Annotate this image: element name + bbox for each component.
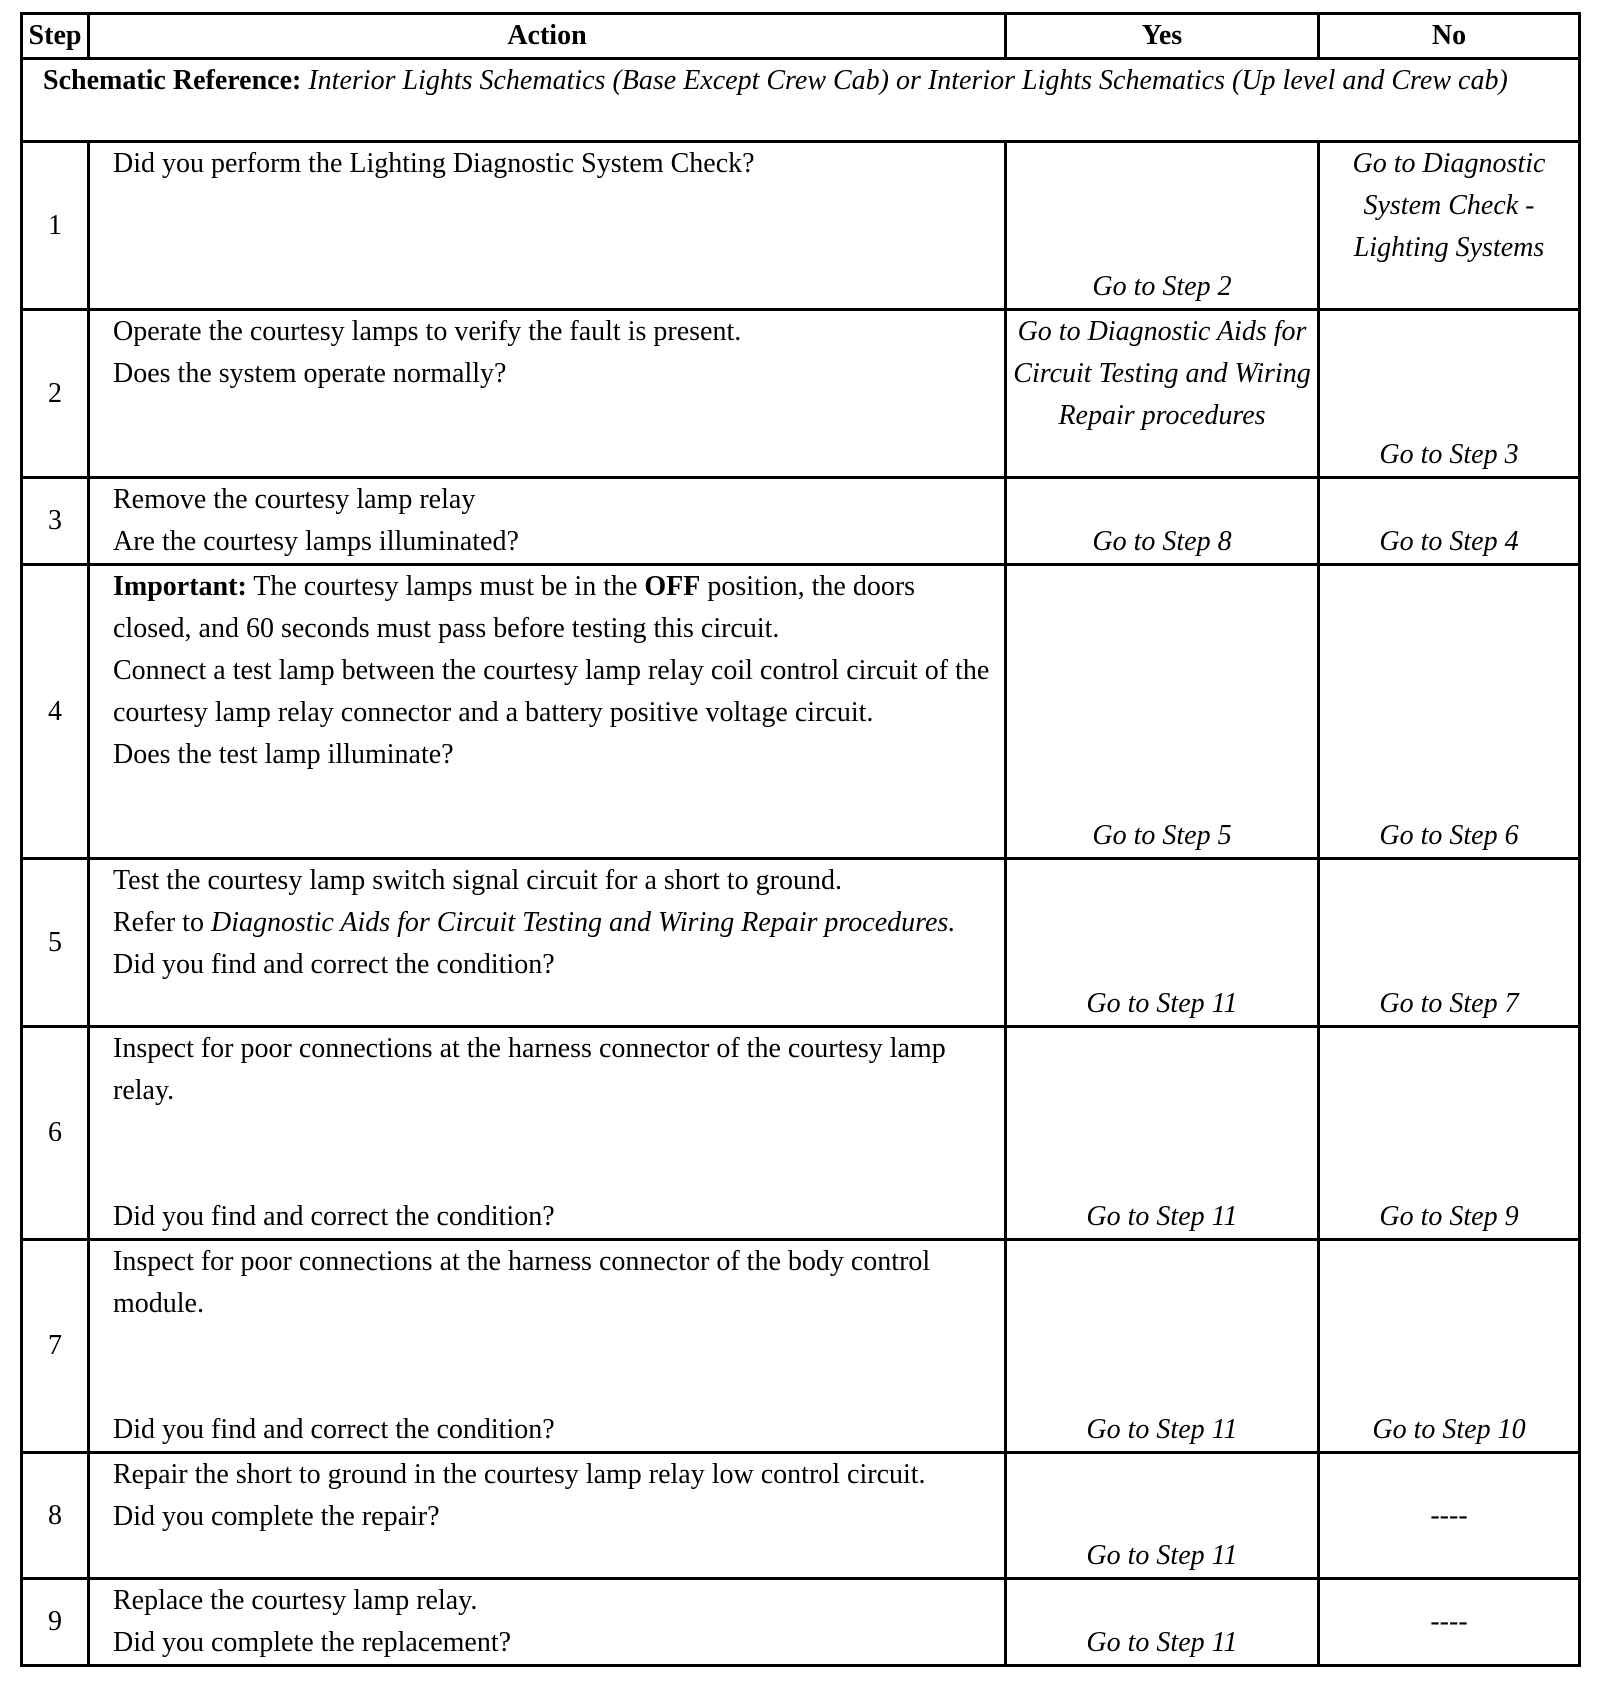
action-line: Operate the courtesy lamps to verify the fault is present. bbox=[113, 316, 742, 347]
action-line: Did you complete the replacement? bbox=[113, 1627, 512, 1658]
action-line: Did you perform the Lighting Diagnostic System Check? bbox=[113, 148, 755, 179]
action-cell bbox=[89, 859, 1006, 1027]
table-row bbox=[22, 478, 1580, 565]
action-line: Are the courtesy lamps illuminated? bbox=[113, 526, 519, 557]
action-spacer bbox=[113, 1325, 998, 1409]
important-text-b: position, the doors closed, and 60 seconds must pass before testing this circuit. bbox=[113, 571, 916, 644]
action-line: Does the system operate normally? bbox=[113, 358, 507, 389]
step-number: 7 bbox=[22, 1240, 89, 1453]
yes-cell: Go to Step 11 bbox=[1006, 1453, 1319, 1579]
yes-cell: Go to Step 2 bbox=[1006, 142, 1319, 310]
action-line: Connect a test lamp between the courtesy lamp relay coil control circuit of the courtesy lamp relay connector and a battery positive voltage circuit. bbox=[113, 655, 990, 728]
important-note bbox=[113, 566, 998, 650]
table-row bbox=[22, 142, 1580, 310]
header-action: Action bbox=[89, 14, 1006, 59]
no-cell: Go to Step 4 bbox=[1319, 478, 1580, 565]
header-step: Step bbox=[22, 14, 89, 59]
table-row bbox=[22, 1027, 1580, 1240]
step-number: 5 bbox=[22, 859, 89, 1027]
action-line: Test the courtesy lamp switch signal circuit for a short to ground. bbox=[113, 865, 842, 896]
step-number: 9 bbox=[22, 1579, 89, 1666]
table-row bbox=[22, 565, 1580, 859]
action-cell bbox=[89, 565, 1006, 859]
action-line: Inspect for poor connections at the harness connector of the body control module. bbox=[113, 1246, 931, 1319]
table-row bbox=[22, 859, 1580, 1027]
no-cell: Go to Step 7 bbox=[1319, 859, 1580, 1027]
step-number: 3 bbox=[22, 478, 89, 565]
action-line: Remove the courtesy lamp relay bbox=[113, 484, 476, 515]
no-cell: Go to Step 3 bbox=[1319, 310, 1580, 478]
refer-document: Diagnostic Aids for Circuit Testing and Wiring Repair procedures. bbox=[210, 907, 956, 938]
step-number: 4 bbox=[22, 565, 89, 859]
no-cell: Go to Diagnostic System Check - Lighting Systems bbox=[1319, 142, 1580, 310]
important-off: OFF bbox=[644, 571, 701, 602]
action-cell bbox=[89, 142, 1006, 310]
schematic-reference-text: Interior Lights Schematics (Base Except Crew Cab) or Interior Lights Schematics (Up level and Crew cab) bbox=[308, 65, 1508, 96]
yes-cell: Go to Step 11 bbox=[1006, 859, 1319, 1027]
schematic-reference-label: Schematic Reference: bbox=[43, 65, 302, 96]
step-number: 8 bbox=[22, 1453, 89, 1579]
header-yes: Yes bbox=[1006, 14, 1319, 59]
important-text-a: The courtesy lamps must be in the bbox=[246, 571, 645, 602]
yes-cell: Go to Step 11 bbox=[1006, 1240, 1319, 1453]
action-cell bbox=[89, 310, 1006, 478]
no-cell: Go to Step 6 bbox=[1319, 565, 1580, 859]
yes-cell: Go to Diagnostic Aids for Circuit Testing and Wiring Repair procedures bbox=[1006, 310, 1319, 478]
action-cell bbox=[89, 1453, 1006, 1579]
action-cell bbox=[89, 1579, 1006, 1666]
schematic-reference-row bbox=[22, 59, 1580, 142]
yes-cell: Go to Step 5 bbox=[1006, 565, 1319, 859]
no-cell: ---- bbox=[1319, 1453, 1580, 1579]
action-line: Did you find and correct the condition? bbox=[113, 949, 555, 980]
action-line: Did you find and correct the condition? bbox=[113, 1414, 555, 1445]
header-no: No bbox=[1319, 14, 1580, 59]
important-label: Important: bbox=[113, 571, 247, 602]
refer-prefix: Refer to bbox=[113, 907, 211, 938]
refer-line bbox=[113, 902, 998, 944]
diagnostic-table bbox=[20, 12, 1581, 1667]
step-number: 2 bbox=[22, 310, 89, 478]
schematic-reference-cell bbox=[22, 59, 1580, 142]
action-line: Does the test lamp illuminate? bbox=[113, 739, 454, 770]
action-line: Inspect for poor connections at the harness connector of the courtesy lamp relay. bbox=[113, 1033, 946, 1106]
yes-cell: Go to Step 11 bbox=[1006, 1027, 1319, 1240]
action-spacer bbox=[113, 1112, 998, 1196]
header-row bbox=[22, 14, 1580, 59]
action-line: Did you find and correct the condition? bbox=[113, 1201, 555, 1232]
yes-cell: Go to Step 11 bbox=[1006, 1579, 1319, 1666]
action-line: Repair the short to ground in the courtesy lamp relay low control circuit. bbox=[113, 1459, 926, 1490]
diagnostic-table-sheet bbox=[20, 12, 1578, 1667]
no-cell: Go to Step 9 bbox=[1319, 1027, 1580, 1240]
yes-cell: Go to Step 8 bbox=[1006, 478, 1319, 565]
action-line: Did you complete the repair? bbox=[113, 1501, 440, 1532]
action-line: Replace the courtesy lamp relay. bbox=[113, 1585, 478, 1616]
step-number: 1 bbox=[22, 142, 89, 310]
action-cell bbox=[89, 1240, 1006, 1453]
action-cell bbox=[89, 478, 1006, 565]
no-cell: ---- bbox=[1319, 1579, 1580, 1666]
table-row bbox=[22, 1453, 1580, 1579]
table-row bbox=[22, 1579, 1580, 1666]
action-cell bbox=[89, 1027, 1006, 1240]
table-row bbox=[22, 310, 1580, 478]
no-cell: Go to Step 10 bbox=[1319, 1240, 1580, 1453]
table-row bbox=[22, 1240, 1580, 1453]
step-number: 6 bbox=[22, 1027, 89, 1240]
